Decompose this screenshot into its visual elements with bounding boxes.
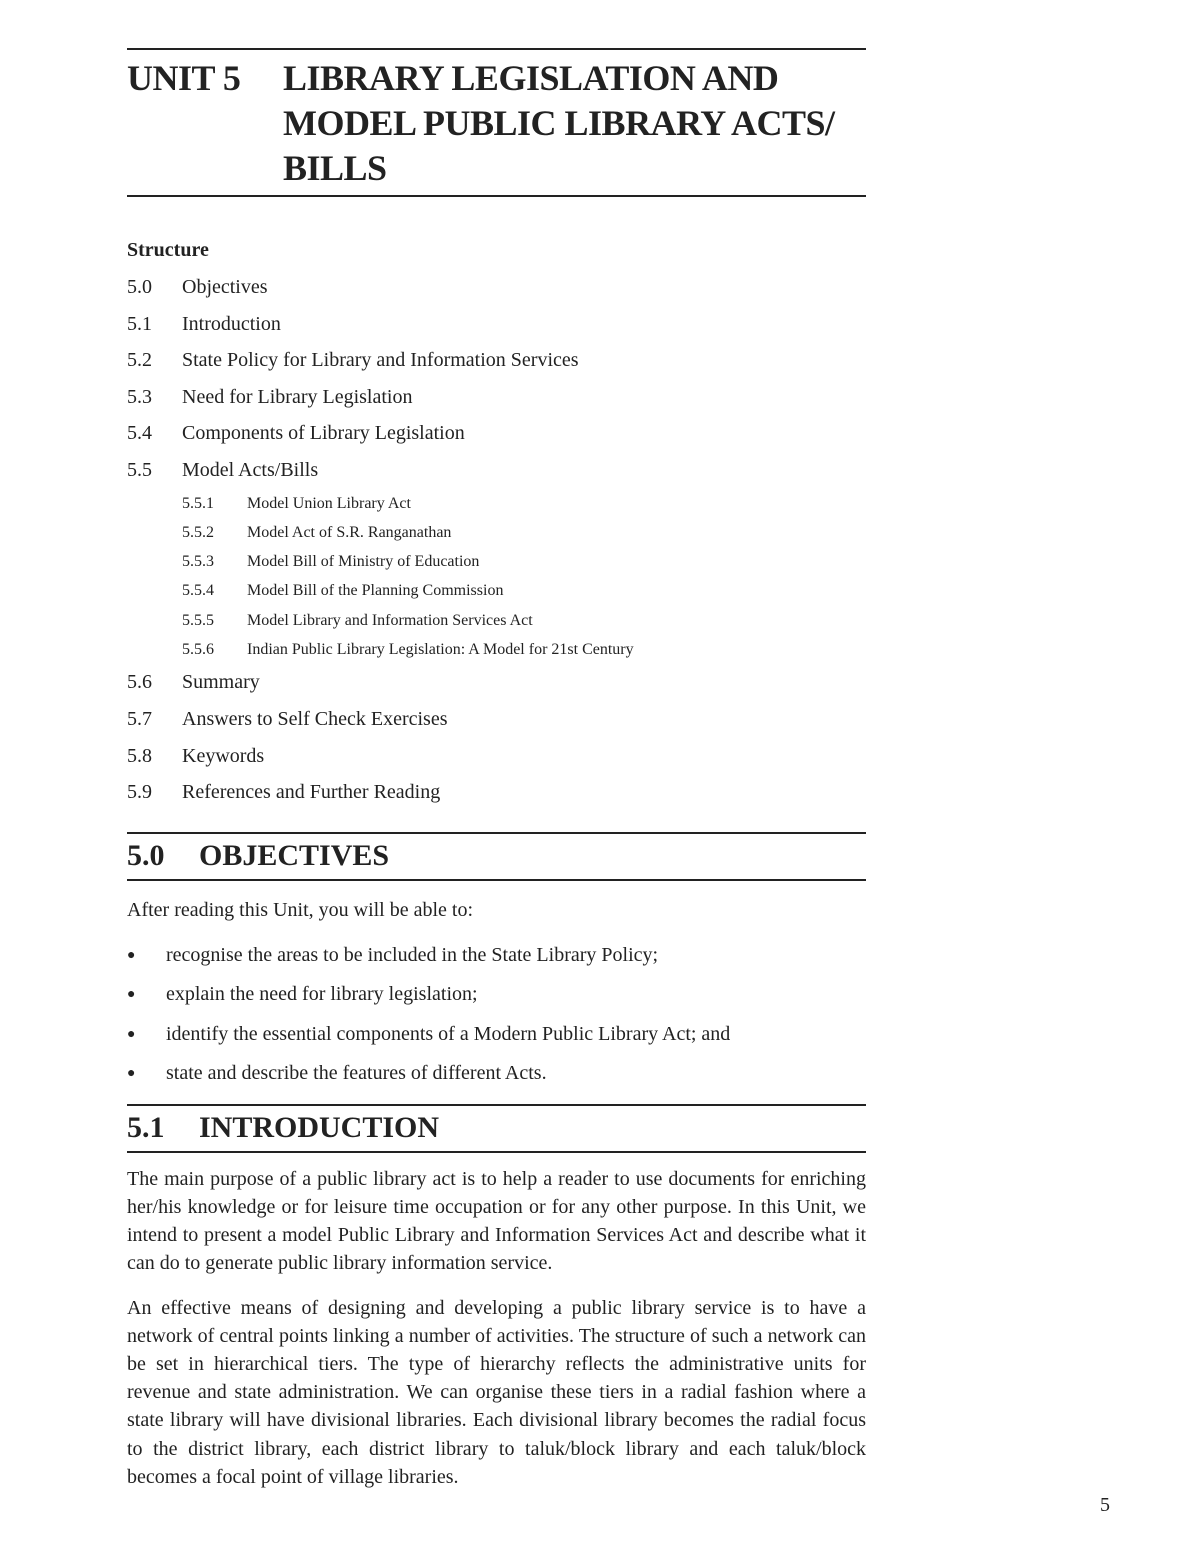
toc-item-text: References and Further Reading <box>182 781 441 804</box>
toc-item-number: 5.6 <box>127 671 152 694</box>
toc-subitem-number: 5.5.6 <box>182 641 214 659</box>
list-item-text: explain the need for library legislation; <box>166 983 478 1006</box>
unit-label: UNIT 5 <box>127 58 241 98</box>
toc-subitem-number: 5.5.5 <box>182 611 214 629</box>
toc-item <box>127 774 866 811</box>
introduction-paragraph: An effective means of designing and developing a public library service is to have a network of central points linking a number of activities. The structure of such a network can be set in hierarchical tiers. The type of hierarchy reflects the administrative units for revenue and state administration. We can organise these tiers in a radial fashion where a state library will have divisional libraries. Each divisional library becomes the radial focus to the district library, each district library to taluk/block library and each taluk/block becomes a focal point of village libraries. <box>127 1296 866 1488</box>
objectives-bottom-rule <box>127 879 866 881</box>
page-number: 5 <box>1100 1494 1110 1516</box>
toc-subitem-text: Model Bill of Ministry of Education <box>247 553 480 571</box>
toc-item-number: 5.7 <box>127 707 152 730</box>
toc-subitem-number: 5.5.3 <box>182 553 214 571</box>
toc-item <box>127 415 866 452</box>
list-item <box>127 1054 866 1094</box>
toc-item-text: Objectives <box>182 276 268 298</box>
bullet-icon: ● <box>127 987 136 1003</box>
toc-item <box>127 701 866 738</box>
toc-item-number: 5.9 <box>127 781 152 804</box>
toc-item <box>127 306 866 343</box>
toc-subitem-text: Model Bill of the Planning Commission <box>247 582 504 600</box>
toc-item-text: State Policy for Library and Information Services <box>182 349 579 372</box>
toc-subitem-text: Indian Public Library Legislation: A Model for 21st Century <box>247 641 634 659</box>
structure-label: Structure <box>127 239 209 261</box>
toc-item-text: Model Acts/Bills <box>182 458 319 481</box>
toc-item <box>127 664 866 701</box>
list-item <box>127 975 866 1015</box>
toc-item-number: 5.3 <box>127 385 152 408</box>
toc-subitem <box>127 606 866 635</box>
bullet-icon: ● <box>127 1026 136 1042</box>
toc-item <box>127 379 866 416</box>
bullet-icon: ● <box>127 1066 136 1082</box>
objectives-lead: After reading this Unit, you will be able to: <box>127 898 474 921</box>
toc-item-text: Summary <box>182 671 260 694</box>
toc-subitem <box>127 489 866 518</box>
objectives-list <box>127 936 866 1094</box>
introduction-bottom-rule <box>127 1151 866 1153</box>
introduction-heading <box>127 1106 866 1151</box>
table-of-contents <box>127 269 866 811</box>
toc-subitem-number: 5.5.4 <box>182 582 214 600</box>
toc-subitem-text: Model Act of S.R. Ranganathan <box>247 523 452 541</box>
list-item-text: recognise the areas to be included in the State Library Policy; <box>166 943 659 966</box>
toc-subitem-number: 5.5.1 <box>182 494 214 512</box>
toc-item <box>127 738 866 775</box>
section-number: 5.0 <box>127 838 165 872</box>
toc-subitem-text: Model Union Library Act <box>247 494 411 512</box>
list-item <box>127 936 866 976</box>
toc-subitem-text: Model Library and Information Services Act <box>247 611 533 629</box>
toc-subitem-number: 5.5.2 <box>182 523 214 541</box>
list-item-text: state and describe the features of different Acts. <box>166 1062 547 1085</box>
list-item <box>127 1015 866 1055</box>
toc-item-text: Keywords <box>182 744 265 767</box>
toc-item-number: 5.8 <box>127 744 152 767</box>
toc-subitem <box>127 547 866 576</box>
unit-title-block <box>127 50 866 195</box>
toc-item-number: 5.2 <box>127 349 152 372</box>
objectives-heading <box>127 834 866 879</box>
toc-subitem <box>127 635 866 664</box>
unit-heading: LIBRARY LEGISLATION AND MODEL PUBLIC LIBRARY ACTS/ BILLS <box>283 58 835 188</box>
title-bottom-rule <box>127 195 866 197</box>
toc-item-text: Components of Library Legislation <box>182 422 465 445</box>
toc-item <box>127 269 866 306</box>
section-title: INTRODUCTION <box>199 1110 440 1144</box>
list-item-text: identify the essential components of a Modern Public Library Act; and <box>166 1022 731 1045</box>
toc-subitem <box>127 518 866 547</box>
toc-item-text: Need for Library Legislation <box>182 385 413 408</box>
introduction-paragraph: The main purpose of a public library act is to help a reader to use documents for enriching her/his knowledge or for leisure time occupation or for any other purpose. In this Unit, we intend to present a model Public Library and Information Services Act and describe what it can do to generate public library information service. <box>127 1167 866 1275</box>
toc-item-number: 5.0 <box>127 276 152 298</box>
toc-item <box>127 452 866 489</box>
toc-item-number: 5.1 <box>127 312 152 335</box>
toc-item <box>127 342 866 379</box>
toc-subitem <box>127 576 866 605</box>
toc-item-number: 5.5 <box>127 458 152 481</box>
toc-item-text: Answers to Self Check Exercises <box>182 707 448 730</box>
toc-item-text: Introduction <box>182 312 281 335</box>
section-title: OBJECTIVES <box>199 838 390 872</box>
toc-item-number: 5.4 <box>127 422 152 445</box>
bullet-icon: ● <box>127 947 136 963</box>
page-content <box>127 48 866 1491</box>
section-number: 5.1 <box>127 1110 165 1144</box>
